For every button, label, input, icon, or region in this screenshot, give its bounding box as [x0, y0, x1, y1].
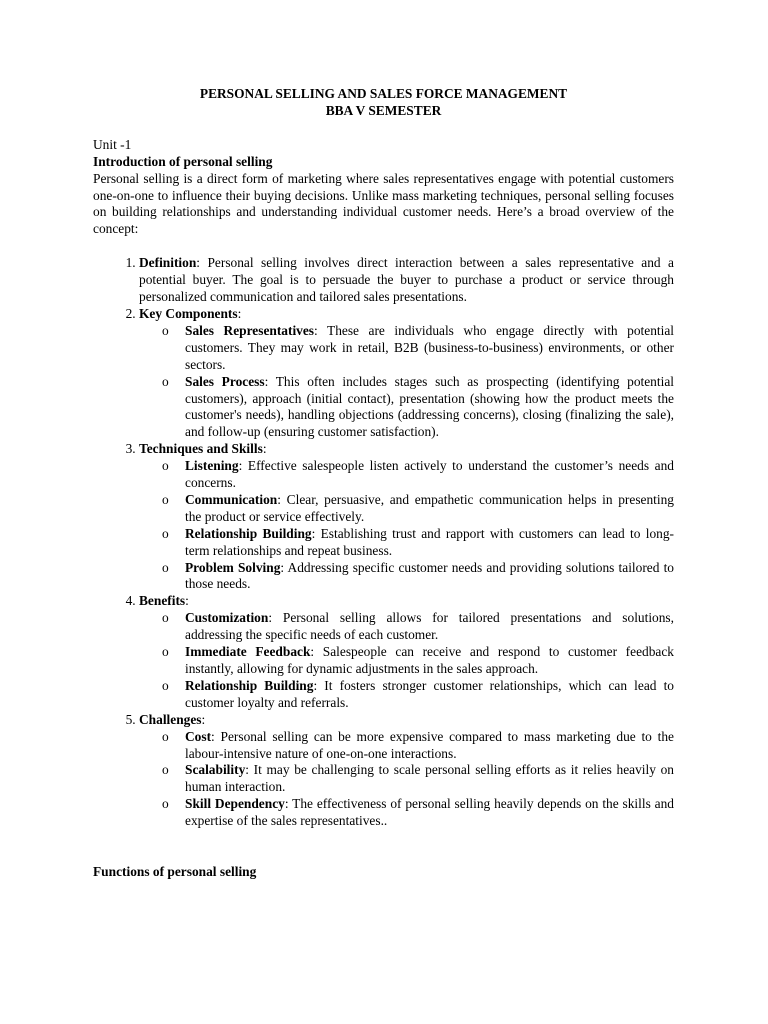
section-item — [139, 306, 674, 441]
sub-text: : Personal selling allows for tailored presentations and solutions, addressing the specific needs of each customer. — [185, 610, 674, 643]
sub-term: Customization — [185, 610, 269, 626]
bullet-icon: o — [162, 322, 169, 338]
sub-term: Scalability — [185, 762, 246, 778]
sub-text: : Clear, persuasive, and empathetic communication helps in presenting the product or service effectively. — [185, 491, 674, 524]
section-text: : — [262, 441, 267, 457]
title-line-1: PERSONAL SELLING AND SALES FORCE MANAGEMENT — [199, 86, 568, 101]
sub-term: Relationship Building — [185, 525, 312, 541]
section-item — [139, 593, 674, 711]
bullet-icon: o — [162, 728, 169, 744]
sub-item — [162, 322, 674, 374]
bullet-icon: o — [162, 525, 169, 541]
sub-text: : Addressing specific customer needs and providing solutions tailored to those needs. — [185, 559, 674, 592]
sub-text: : Personal selling can be more expensive compared to mass marketing due to the labour-intensive nature of one-on-one interactions. — [185, 728, 674, 761]
sub-item — [162, 458, 674, 492]
sub-list — [139, 610, 674, 711]
sub-term: Skill Dependency — [185, 796, 285, 812]
title-line-2: BBA V SEMESTER — [325, 102, 442, 118]
section-term: Benefits — [139, 593, 186, 609]
sub-term: Sales Representatives — [185, 322, 315, 338]
section-text: : — [201, 711, 206, 727]
document-page — [93, 86, 674, 881]
bullet-icon: o — [162, 644, 169, 660]
bullet-icon: o — [162, 677, 169, 693]
sub-term: Cost — [185, 728, 212, 744]
document-title — [93, 86, 674, 120]
bullet-icon: o — [162, 762, 169, 778]
section-term: Techniques and Skills — [139, 441, 263, 457]
sub-text: : Effective salespeople listen actively to understand the customer’s needs and concerns. — [185, 458, 674, 491]
section-text: : — [185, 593, 189, 609]
sub-text: : It may be challenging to scale personal selling efforts as it relies heavily on human interaction. — [185, 762, 674, 795]
sub-list — [139, 458, 674, 593]
sub-item — [162, 728, 674, 763]
bullet-icon: o — [162, 373, 169, 389]
bullet-icon: o — [162, 559, 169, 575]
sub-text: : These are individuals who engage directly with potential customers. They may work in retail, B2B (business-to-business) environments, or other sectors. — [185, 322, 674, 372]
sub-term: Problem Solving — [185, 559, 281, 575]
sub-term: Listening — [185, 458, 239, 474]
sub-term: Immediate Feedback — [185, 644, 311, 660]
sub-text: : It fosters stronger customer relationships, which can lead to customer loyalty and referrals. — [185, 677, 675, 710]
functions-heading: Functions of personal selling — [93, 864, 257, 880]
bullet-icon: o — [162, 491, 169, 507]
section-term: Definition — [139, 255, 197, 271]
sub-item — [162, 762, 674, 796]
section-text: : — [237, 305, 242, 321]
section-text: : Personal selling involves direct interaction between a sales representative and a potential buyer. The goal is to persuade the buyer to purchase a product or service through personalized communication and tailored sales presentations. — [139, 255, 674, 305]
intro-heading: Introduction of personal selling — [93, 153, 273, 169]
unit-label: Unit -1 — [93, 136, 132, 152]
sub-text: : This often includes stages such as prospecting (identifying potential customers), approach (initial contact), presentation (showing how the product meets the customer's needs), handling objections (addressing concerns), closing (finalizing the sale), and follow-up (ensuring customer satisfaction). — [185, 373, 674, 440]
bullet-icon: o — [162, 610, 169, 626]
sub-term: Relationship Building — [185, 677, 314, 693]
section-item — [139, 255, 674, 306]
sub-text: : Establishing trust and rapport with customers can lead to long-term relationships and repeat business. — [185, 525, 674, 558]
sub-item — [162, 525, 674, 560]
sub-item — [162, 559, 674, 594]
sub-item — [162, 644, 674, 678]
sub-list — [139, 323, 674, 441]
sub-item — [162, 491, 674, 526]
sub-text: : The effectiveness of personal selling heavily depends on the skills and expertise of the sales representatives.. — [185, 796, 674, 829]
sub-text: : Salespeople can receive and respond to customer feedback instantly, allowing for dynamic adjustments in the sales approach. — [185, 644, 674, 676]
sub-list — [139, 729, 674, 830]
sub-item — [162, 796, 674, 830]
sections-list — [93, 255, 674, 830]
sub-term: Communication — [185, 491, 278, 507]
section-item — [139, 441, 674, 593]
bullet-icon: o — [162, 458, 169, 474]
sub-item — [162, 373, 674, 442]
section-item — [139, 712, 674, 830]
intro-paragraph: Personal selling is a direct form of marketing where sales representatives engage with potential customers one-on-one to influence their buying decisions. Unlike mass marketing techniques, personal selling focuses on building relationships and understanding individual customer needs. Here’s a broad overview of the concept: — [93, 170, 674, 237]
bullet-icon: o — [162, 796, 169, 812]
sub-term: Sales Process — [185, 373, 265, 389]
sub-item — [162, 677, 675, 712]
section-term: Challenges — [139, 711, 202, 727]
section-term: Key Components — [139, 305, 238, 321]
sub-item — [162, 610, 674, 644]
